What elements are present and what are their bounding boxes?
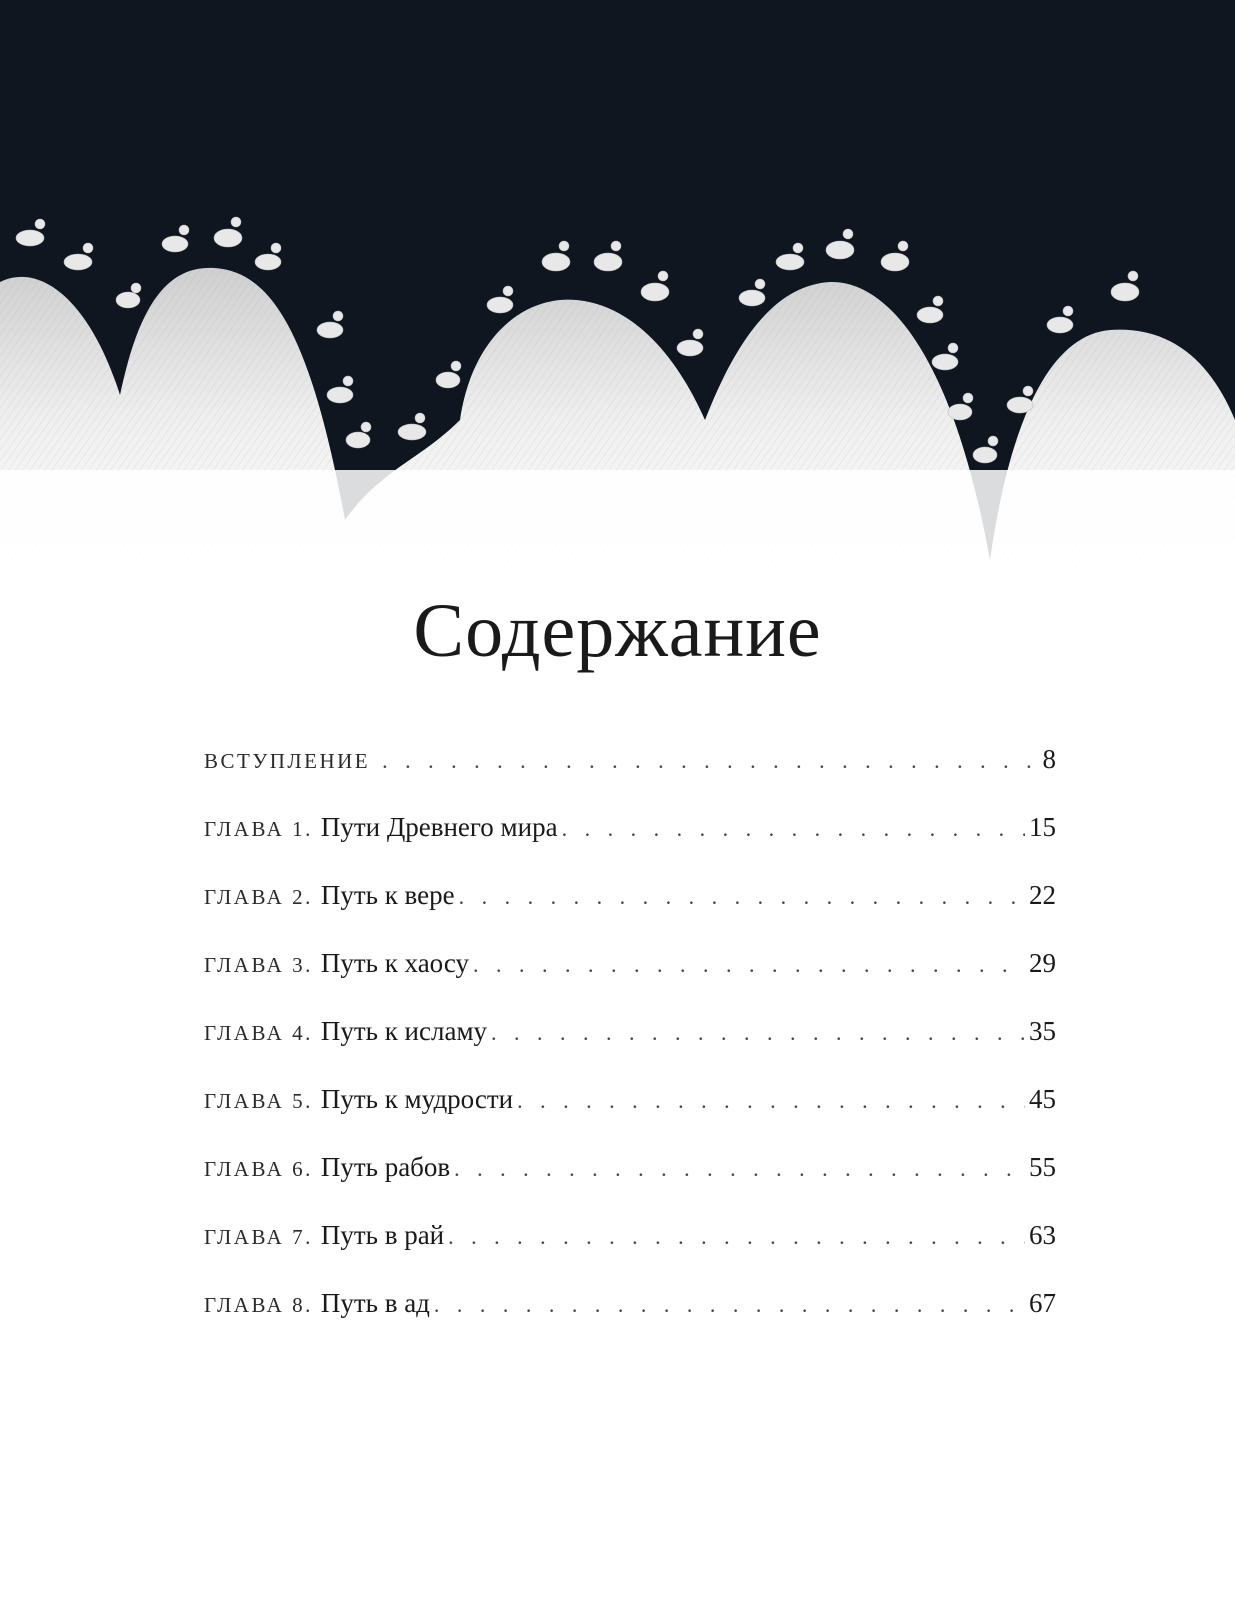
toc-entry-page: 29 [1029, 948, 1056, 978]
table-of-contents [204, 742, 1056, 1354]
toc-entry-page: 45 [1029, 1084, 1056, 1114]
toc-entry-page: 22 [1029, 880, 1056, 910]
toc-entry-label: ГЛАВА 1. [204, 817, 313, 841]
toc-entry-chapter-1[interactable] [204, 810, 1056, 878]
toc-entry-page: 67 [1029, 1288, 1056, 1318]
toc-leader-dots [473, 948, 1025, 982]
toc-entry-title: Путь к мудрости [320, 1084, 514, 1114]
toc-entry-page: 8 [1042, 744, 1056, 774]
toc-entry-title: Путь в рай [320, 1220, 445, 1250]
toc-leader-dots [562, 812, 1025, 846]
toc-entry-label: ГЛАВА 7. [204, 1225, 313, 1249]
toc-entry-label: ГЛАВА 2. [204, 885, 313, 909]
toc-leader-dots [459, 880, 1025, 914]
toc-entry-chapter-2[interactable] [204, 878, 1056, 946]
toc-entry-title: Путь рабов [320, 1152, 451, 1182]
toc-entry-page: 35 [1029, 1016, 1056, 1046]
toc-entry-label: ГЛАВА 6. [204, 1157, 313, 1181]
toc-entry-chapter-5[interactable] [204, 1082, 1056, 1150]
toc-leader-dots [491, 1016, 1025, 1050]
toc-leader-dots [454, 1152, 1025, 1186]
toc-leader-dots [434, 1288, 1025, 1322]
toc-entry-page: 63 [1029, 1220, 1056, 1250]
toc-entry-page: 55 [1029, 1152, 1056, 1182]
toc-entry-label: ВСТУПЛЕНИЕ [204, 749, 371, 773]
toc-entry-title: Путь к хаосу [320, 948, 469, 978]
toc-entry-title: Путь в ад [320, 1288, 430, 1318]
toc-entry-chapter-7[interactable] [204, 1218, 1056, 1286]
toc-entry-title: Путь к вере [320, 880, 455, 910]
toc-entry-chapter-8[interactable] [204, 1286, 1056, 1354]
toc-entry-title: Пути Древнего мира [320, 812, 558, 842]
mountains-with-caravan-icon [0, 0, 1235, 600]
toc-entry-chapter-6[interactable] [204, 1150, 1056, 1218]
page-title: Содержание [413, 589, 822, 673]
toc-entry-chapter-3[interactable] [204, 946, 1056, 1014]
toc-entry-label: ГЛАВА 8. [204, 1293, 313, 1317]
toc-leader-dots [382, 744, 1038, 778]
toc-entry-chapter-4[interactable] [204, 1014, 1056, 1082]
toc-entry-introduction[interactable] [204, 742, 1056, 810]
toc-entry-page: 15 [1029, 812, 1056, 842]
toc-entry-label: ГЛАВА 4. [204, 1021, 313, 1045]
toc-leader-dots [448, 1220, 1025, 1254]
toc-entry-label: ГЛАВА 3. [204, 953, 313, 977]
toc-entry-title: Путь к исламу [320, 1016, 488, 1046]
toc-leader-dots [517, 1084, 1025, 1118]
toc-entry-label: ГЛАВА 5. [204, 1089, 313, 1113]
